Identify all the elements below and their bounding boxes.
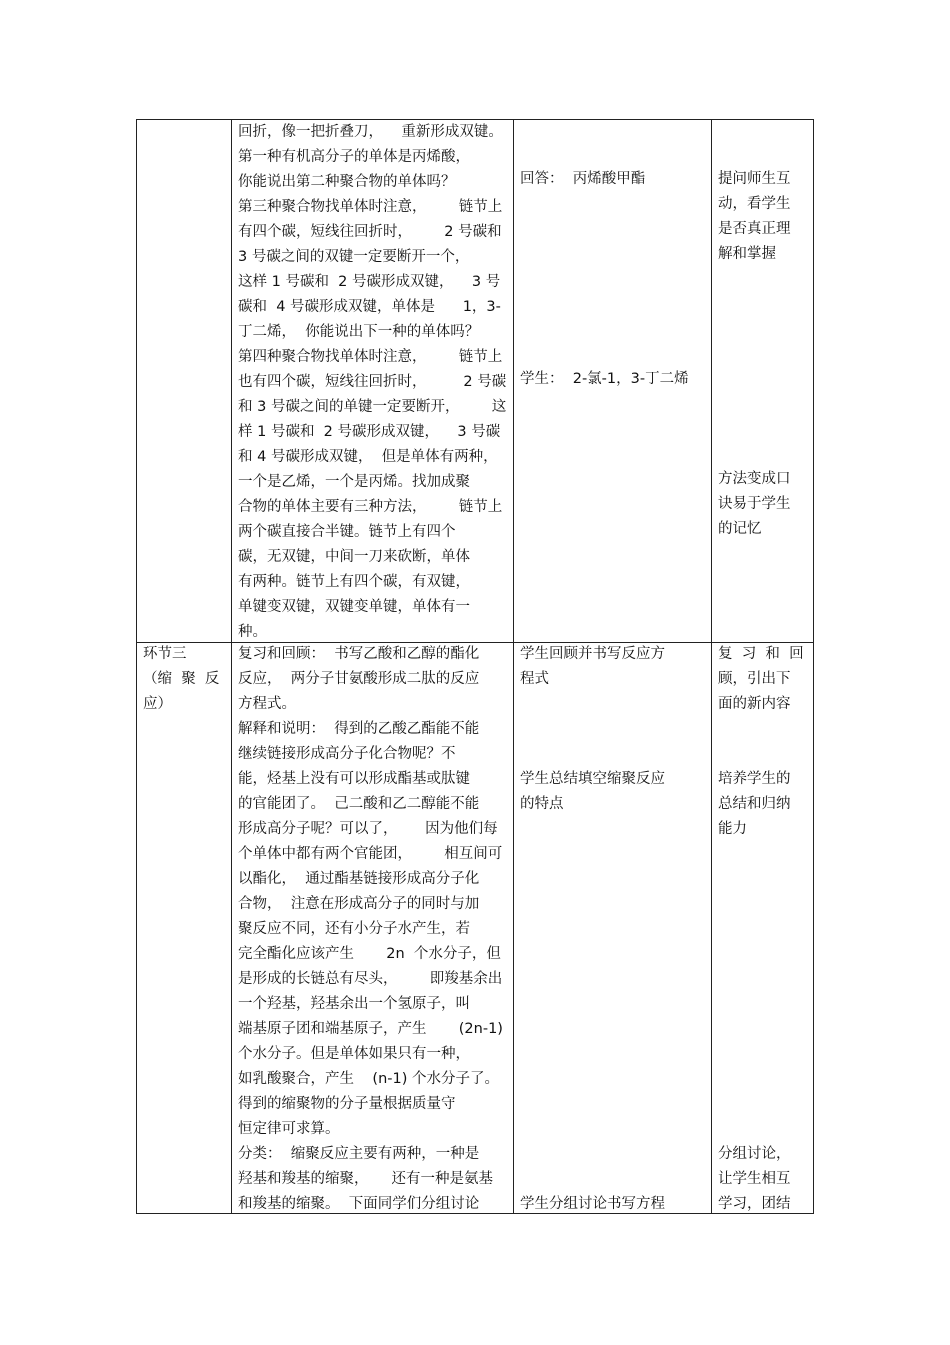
- text-line: 复习和回顾： 书写乙酸和乙醇的酯化: [238, 646, 480, 662]
- text-line: 提问师生互: [718, 171, 791, 187]
- text-line: 单键变双键，双键变单键，单体有一: [238, 599, 470, 615]
- text-line: 能，烃基上没有可以形成酯基或肽键: [238, 771, 470, 787]
- row1-design-intent: [712, 167, 814, 267]
- text-line: 以酯化， 通过酯基链接形成高分子化: [238, 871, 480, 887]
- text-line: 聚反应不同，还有小分子水产生，若: [238, 921, 470, 937]
- text-line: 和 3 号碳之间的单键一定要断开， 这: [238, 399, 507, 415]
- text-line: 合物， 注意在形成高分子的同时与加: [238, 896, 480, 912]
- text-line: 完全酯化应该产生 2n 个水分子，但: [238, 946, 501, 962]
- text-line: 回折，像一把折叠刀， 重新形成双键。: [238, 124, 503, 140]
- text-line: 是形成的长链总有尽头， 即羧基余出: [238, 971, 503, 987]
- text-line: 继续链接形成高分子化合物呢？不: [238, 746, 456, 762]
- row2-student-activity-3: [514, 1192, 711, 1217]
- text-line: 3 号碳之间的双键一定要断开一个，: [238, 249, 470, 265]
- text-line: 得到的缩聚物的分子量根据质量守: [238, 1096, 456, 1112]
- text-line: 分组讨论，: [718, 1146, 791, 1162]
- row1-design-intent-2: [712, 467, 814, 542]
- text-line: 端基原子团和端基原子，产生 (2n-1): [238, 1021, 503, 1037]
- text-line: 环节三: [143, 646, 187, 662]
- text-line: 应）: [143, 696, 172, 712]
- text-line: 学生总结填空缩聚反应: [520, 771, 665, 787]
- text-line: 形成高分子呢？可以了， 因为他们每: [238, 821, 498, 837]
- text-line: 学习，团结: [718, 1196, 791, 1212]
- text-line: 种。: [238, 624, 267, 640]
- text-line: 是否真正理: [718, 221, 791, 237]
- row2-student-activity: [514, 642, 711, 692]
- text-line: 第一种有机高分子的单体是丙烯酸，: [238, 149, 470, 165]
- row2-design-intent: [712, 642, 814, 717]
- text-line: 动，看学生: [718, 196, 791, 212]
- text-line: 如乳酸聚合，产生 (n-1) 个水分子了。: [238, 1071, 500, 1087]
- text-line: 的特点: [520, 796, 564, 812]
- text-line: 解释和说明： 得到的乙酸乙酯能不能: [238, 721, 480, 737]
- text-line: 反应， 两分子甘氨酸形成二肽的反应: [238, 671, 480, 687]
- text-line: 和 4 号碳形成双键， 但是单体有两种，: [238, 449, 498, 465]
- text-line: 你能说出第二种聚合物的单体吗？: [238, 174, 456, 190]
- row1-student-activity-2: [514, 367, 711, 392]
- text-line: 丁二烯， 你能说出下一种的单体吗？: [238, 324, 480, 340]
- text-line: 顾，引出下: [718, 671, 791, 687]
- text-line: 方程式。: [238, 696, 296, 712]
- row2-teacher-activity: [232, 642, 513, 1217]
- text-line: 让学生相互: [718, 1171, 791, 1187]
- text-line: 合物的单体主要有三种方法， 链节上: [238, 499, 503, 515]
- row2-stage: [137, 642, 231, 717]
- text-line: 两个碳直接合半键。链节上有四个: [238, 524, 456, 540]
- text-line: 这样 1 号碳和 2 号碳形成双键， 3 号: [238, 274, 501, 290]
- text-line: 总结和归纳: [718, 796, 791, 812]
- text-line: 面的新内容: [718, 696, 791, 712]
- text-line: 能力: [718, 821, 747, 837]
- text-line: 碳，无双键，中间一刀来砍断，单体: [238, 549, 470, 565]
- text-line: 的记忆: [718, 521, 762, 537]
- text-line: 个水分子。但是单体如果只有一种，: [238, 1046, 470, 1062]
- text-line: 解和掌握: [718, 246, 776, 262]
- text-line: 学生： 2-氯-1，3-丁二烯: [520, 371, 689, 387]
- text-line: 一个羟基，羟基余出一个氢原子，叫: [238, 996, 470, 1012]
- text-line: 也有四个碳，短线往回折时， 2 号碳: [238, 374, 507, 390]
- lesson-plan-table: [136, 119, 814, 1214]
- text-line: 的官能团了。 己二酸和乙二醇能不能: [238, 796, 480, 812]
- text-line: 诀易于学生: [718, 496, 791, 512]
- text-line: 碳和 4 号碳形成双键，单体是 1，3-: [238, 299, 501, 315]
- text-line: 有两种。链节上有四个碳，有双键，: [238, 574, 470, 590]
- text-line: （缩 聚 反: [143, 671, 220, 687]
- text-line: 样 1 号碳和 2 号碳形成双键， 3 号碳: [238, 424, 501, 440]
- text-line: 培养学生的: [718, 771, 791, 787]
- row2-design-intent-3: [712, 1142, 814, 1217]
- row1-teacher-activity: [232, 120, 513, 645]
- text-line: 和羧基的缩聚。 下面同学们分组讨论: [238, 1196, 480, 1212]
- text-line: 恒定律可求算。: [238, 1121, 340, 1137]
- row2-design-intent-2: [712, 767, 814, 842]
- text-line: 复 习 和 回: [718, 646, 804, 662]
- text-line: 羟基和羧基的缩聚， 还有一种是氨基: [238, 1171, 494, 1187]
- row1-student-activity: [514, 167, 711, 192]
- text-line: 有四个碳，短线往回折时， 2 号碳和: [238, 224, 502, 240]
- text-line: 分类： 缩聚反应主要有两种，一种是: [238, 1146, 480, 1162]
- text-line: 学生分组讨论书写方程: [520, 1196, 665, 1212]
- text-line: 方法变成口: [718, 471, 791, 487]
- row2-student-activity-2: [514, 767, 711, 817]
- text-line: 个单体中都有两个官能团， 相互间可: [238, 846, 503, 862]
- text-line: 一个是乙烯，一个是丙烯。找加成聚: [238, 474, 470, 490]
- text-line: 回答： 丙烯酸甲酯: [520, 171, 646, 187]
- text-line: 第三种聚合物找单体时注意， 链节上: [238, 199, 503, 215]
- text-line: 程式: [520, 671, 549, 687]
- text-line: 第四种聚合物找单体时注意， 链节上: [238, 349, 503, 365]
- text-line: 学生回顾并书写反应方: [520, 646, 665, 662]
